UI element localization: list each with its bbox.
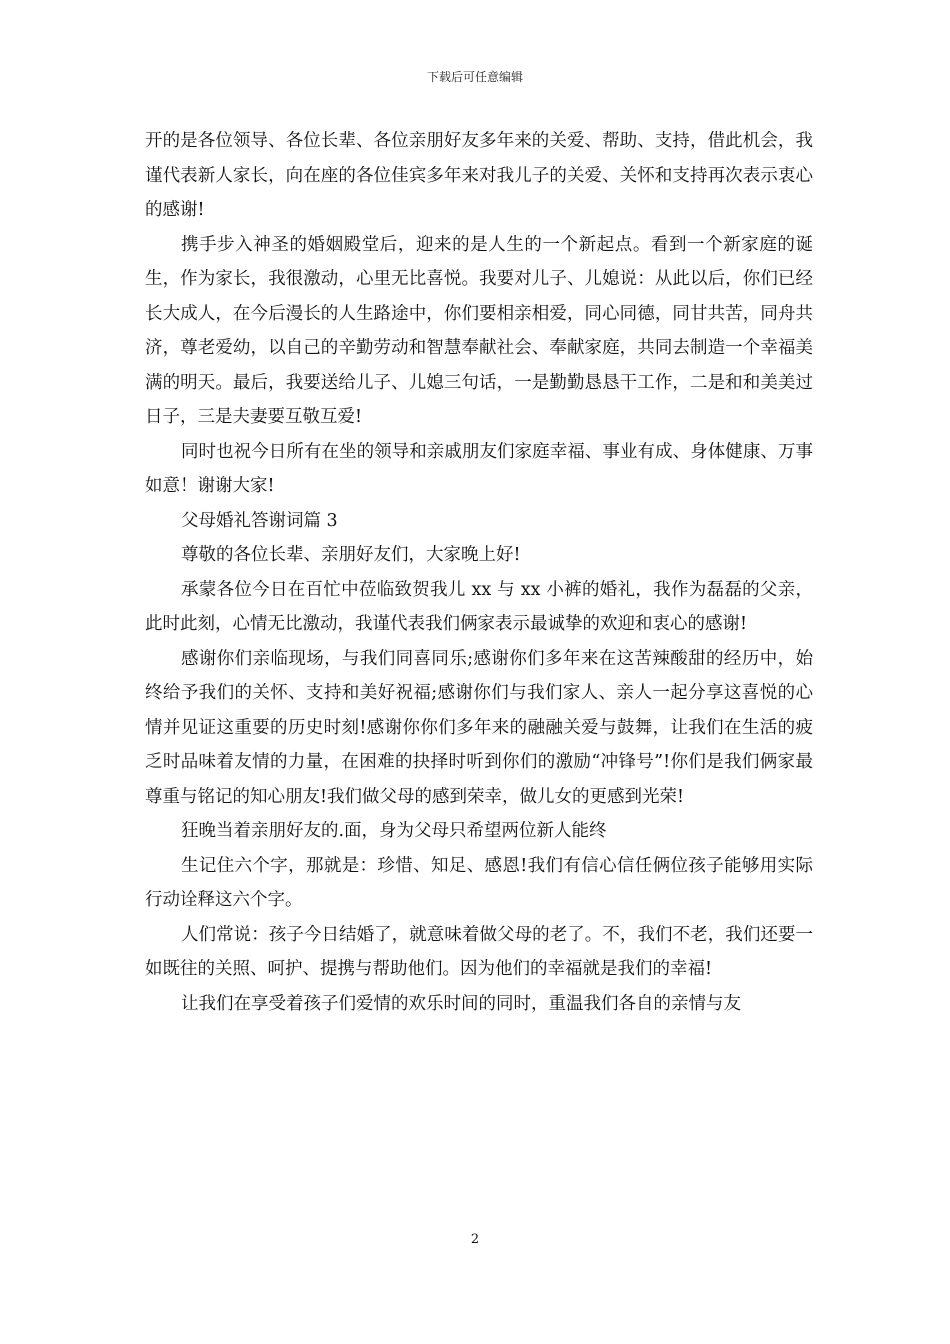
paragraph: 生记住六个字，那就是：珍惜、知足、感恩!我们有信心信任俩位孩子能够用实际行动诠释这六个字。 [145,855,813,910]
paragraph: 人们常说：孩子今日结婚了，就意味着做父母的老了。不，我们不老，我们还要一如既往的关照、呵护、提携与帮助他们。因为他们的幸福就是我们的幸福! [145,924,813,979]
paragraph: 携手步入神圣的婚姻殿堂后，迎来的是人生的一个新起点。看到一个新家庭的诞生，作为家长，我很激动，心里无比喜悦。我要对儿子、儿媳说：从此以后，你们已经长大成人，在今后漫长的人生路途中，你们要相亲相爱，同心同德，同甘共苦，同舟共济，尊老爱幼，以自己的辛勤劳动和智慧奉献社会、奉献家庭，共同去制造一个幸福美满的明天。最后，我要送给儿子、儿媳三句话，一是勤勤恳恳干工作，二是和和美美过日子，三是夫妻要互敬互爱! [145,234,813,427]
section-heading: 父母婚礼答谢词篇 3 [181,510,338,531]
page-number: 2 [470,1232,480,1247]
paragraph: 感谢你们亲临现场，与我们同喜同乐;感谢你们多年来在这苦辣酸甜的经历中，始终给予我们的关怀、支持和美好祝福;感谢你们与我们家人、亲人一起分享这喜悦的心情并见证这重要的历史时刻!感谢你你们多年来的融融关爱与鼓舞，让我们在生活的疲乏时品味着友情的力量，在困难的抉择时听到你们的激励“冲锋号”!你们是我们俩家最尊重与铭记的知心朋友!我们做父母的感到荣幸，做儿女的更感到光荣! [145,648,813,807]
document-body [145,124,813,1021]
paragraph: 尊敬的各位长辈、亲朋好友们，大家晚上好! [181,545,521,565]
page-header: 下载后可任意编辑 [426,70,523,84]
paragraph: 同时也祝今日所有在坐的领导和亲戚朋友们家庭幸福、事业有成、身体健康、万事如意！谢谢大家! [145,441,813,496]
paragraph: 承蒙各位今日在百忙中莅临致贺我儿 xx 与 xx 小裤的婚礼，我作为磊磊的父亲，此时此刻，心情无比激动，我谨代表我们俩家表示最诚挚的欢迎和衷心的感谢! [145,579,813,634]
paragraph: 让我们在享受着孩子们爱情的欢乐时间的同时，重温我们各自的亲情与友 [181,993,741,1014]
paragraph: 开的是各位领导、各位长辈、各位亲朋好友多年来的关爱、帮助、支持，借此机会，我谨代表新人家长，向在座的各位佳宾多年来对我儿子的关爱、关怀和支持再次表示衷心的感谢! [145,131,813,220]
paragraph: 狂晚当着亲朋好友的.面，身为父母只希望两位新人能终 [181,821,607,841]
